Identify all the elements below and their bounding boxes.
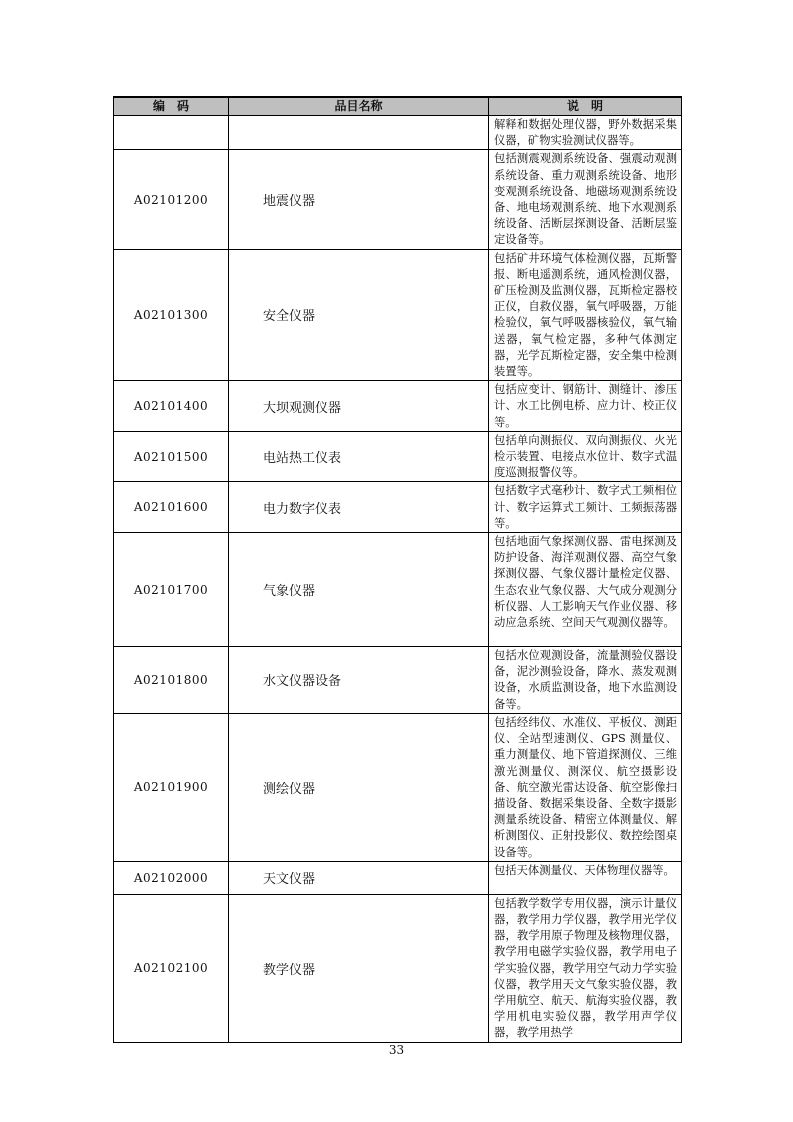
page-number: 33	[388, 1043, 405, 1057]
item-name: 水文仪器设备	[229, 647, 489, 714]
table-row	[114, 861, 682, 894]
header-description: 说 明	[489, 97, 682, 116]
item-name: 教学仪器	[229, 894, 489, 1042]
item-description: 包括应变计、钢筋计、测缝计、渗压计、水工比例电桥、应力计、校正仪等。	[489, 381, 682, 432]
table-row	[114, 431, 682, 482]
item-code: A02101700	[114, 533, 229, 647]
item-code: A02101800	[114, 647, 229, 714]
item-description: 包括单向测振仪、双向测振仪、火光检示装置、电接点水位计、数字式温度巡测报警仪等。	[489, 431, 682, 482]
item-code: A02101200	[114, 150, 229, 249]
item-code: A02102000	[114, 861, 229, 894]
table-row	[114, 647, 682, 714]
item-description: 解释和数据处理仪器，野外数据采集仪器，矿物实验测试仪器等。	[489, 116, 682, 150]
item-code: A02101600	[114, 482, 229, 533]
table-body	[114, 116, 682, 1043]
item-code: A02101500	[114, 431, 229, 482]
table-row	[114, 713, 682, 861]
item-code: A02102100	[114, 894, 229, 1042]
item-name: 测绘仪器	[229, 713, 489, 861]
item-code: A02101900	[114, 713, 229, 861]
table-row	[114, 482, 682, 533]
item-name: 电站热工仪表	[229, 431, 489, 482]
item-name	[229, 116, 489, 150]
item-name: 天文仪器	[229, 861, 489, 894]
table-row	[114, 249, 682, 381]
item-name: 安全仪器	[229, 249, 489, 381]
item-description: 包括矿井环境气体检测仪器，瓦斯警报、断电遥测系统，通风检测仪器，矿压检测及监测仪器，瓦斯检定器校正仪，自救仪器，氧气呼吸器，万能检验仪，氧气呼吸器核验仪，氧气输送器，氧气检定器，多种气体测定器，光学瓦斯检定器，安全集中检测装置等。	[489, 249, 682, 381]
item-name: 电力数字仪表	[229, 482, 489, 533]
item-name: 大坝观测仪器	[229, 381, 489, 432]
table-row	[114, 381, 682, 432]
table-row	[114, 894, 682, 1042]
table-row	[114, 150, 682, 249]
catalog-table	[113, 96, 682, 1043]
item-description: 包括地面气象探测仪器、雷电探测及防护设备、海洋观测仪器、高空气象探测仪器、气象仪器计量检定仪器、生态农业气象仪器、大气成分观测分析仪器、人工影响天气作业仪器、移动应急系统、空间天气观测仪器等。	[489, 533, 682, 647]
header-code: 编 码	[114, 97, 229, 116]
item-description: 包括数字式毫秒计、数字式工频相位计、数字运算式工频计、工频振荡器等。	[489, 482, 682, 533]
item-description: 包括天体测量仪、天体物理仪器等。	[489, 861, 682, 894]
item-description: 包括教学数学专用仪器，演示计量仪器，教学用力学仪器，教学用光学仪器，教学用原子物理及核物理仪器，教学用电磁学实验仪器，教学用电子学实验仪器，教学用空气动力学实验仪器，教学用天文气象实验仪器，教学用航空、航天、航海实验仪器，教学用机电实验仪器，教学用声学仪器，教学用热学	[489, 894, 682, 1042]
table-header	[114, 97, 682, 116]
item-description: 包括水位观测设备，流量测验仪器设备，泥沙测验设备，降水、蒸发观测设备，水质监测设备，地下水监测设备等。	[489, 647, 682, 714]
item-description: 包括经纬仪、水准仪、平板仪、测距仪、全站型速测仪、GPS 测量仪、重力测量仪、地下管道探测仪、三维激光测量仪、测深仪、航空摄影设备、航空激光雷达设备、航空影像扫描设备、数据采集设备、全数字摄影测量系统设备、精密立体测量仪、解析测图仪、正射投影仪、数控绘图桌设备等。	[489, 713, 682, 861]
item-code: A02101400	[114, 381, 229, 432]
item-name: 地震仪器	[229, 150, 489, 249]
table-row	[114, 116, 682, 150]
item-description: 包括测震观测系统设备、强震动观测系统设备、重力观测系统设备、地形变观测系统设备、地磁场观测系统设备、地电场观测系统、地下水观测系统设备、活断层探测设备、活断层鉴定设备等。	[489, 150, 682, 249]
item-name: 气象仪器	[229, 533, 489, 647]
item-code	[114, 116, 229, 150]
header-name: 品目名称	[229, 97, 489, 116]
table-row	[114, 533, 682, 647]
item-code: A02101300	[114, 249, 229, 381]
